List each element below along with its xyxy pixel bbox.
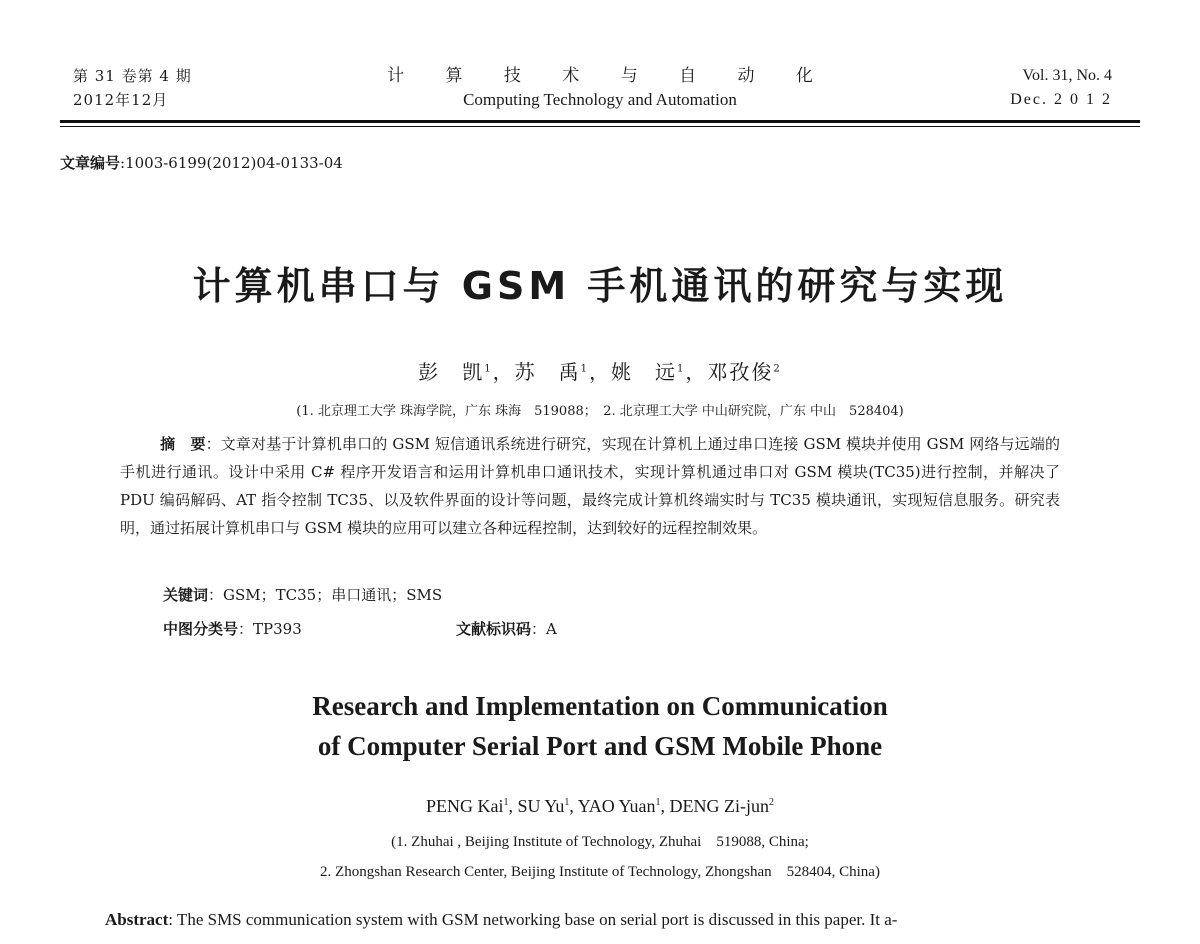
classification-value: ：TP393 [238,620,302,638]
journal-name-en: Computing Technology and Automation [463,90,737,109]
author-en-4: DENG Zi-jun$^2$ [669,796,774,816]
document-code [456,618,557,639]
author-zh-3: 姚 远$^1$， [611,360,708,384]
volume-zh: 第 31 卷第 4 期 [73,67,192,85]
abstract-en-text: : The SMS communication system with GSM networking base on serial port is discussed in this paper. It a- [168,910,898,929]
title-en [0,686,1200,766]
date-en: Dec. 2 0 1 2 [1010,91,1112,108]
affiliation-en-2: 2. Zhongshan Research Center, Beijing Institute of Technology, Zhongshan 528404, China) [320,864,880,880]
author-en-3: YAO Yuan$^1$, [577,796,670,816]
article-number-label: 文章编号 [60,154,121,172]
abstract-zh-label: 摘 要 [160,435,206,453]
header-rule-thick [60,120,1140,123]
authors-zh [0,356,1200,385]
author-zh-2: 苏 禹$^1$， [514,360,611,384]
journal-issue-en [1010,64,1112,112]
keywords-label: 关键词 [163,586,209,604]
authors-en [0,796,1200,817]
date-zh: 2012年12月 [73,91,169,109]
keywords [163,584,442,605]
journal-name-zh: 计 算 技 术 与 自 动 化 [387,66,831,86]
title-zh: 计算机串口与 GSM 手机通讯的研究与实现 [192,264,1008,308]
article-number-value: :1003-6199(2012)04-0133-04 [120,154,343,172]
document-code-label: 文献标识码 [456,620,532,638]
abstract-en [105,910,897,930]
classification-number [163,618,302,639]
volume-en: Vol. 31, No. 4 [1022,67,1112,84]
title-en-line-2: of Computer Serial Port and GSM Mobile Phone [317,731,883,761]
header-rule-thin [60,126,1140,127]
affiliation-en-1: (1. Zhuhai , Beijing Institute of Technology, Zhuhai 519088, China; [391,834,809,850]
article-number [60,152,343,173]
author-zh-4: 邓孜俊$^2$ [707,360,782,384]
title-en-line-1: Research and Implementation on Communication [312,691,888,721]
author-en-1: PENG Kai$^1$, [425,796,518,816]
affiliations-zh: (1. 北京理工大学 珠海学院，广东 珠海 519088； 2. 北京理工大学 中山研究院，广东 中山 528404) [296,404,904,419]
abstract-zh [120,430,1060,542]
abstract-zh-text: ：文章对基于计算机串口的 GSM 短信通讯系统进行研究，实现在计算机上通过串口连接 GSM 模块并使用 GSM 网络与远端的手机进行通讯。设计中采用 C# 程序开发语言和运用计算机串口通讯技术，实现计算机通过串口对 GSM 模块(TC35)进行控制，并解决了 PDU 编码解码、AT 指令控制 TC35、以及软件界面的设计等问题，最终完成计算机终端实时与 TC35 模块通讯，实现短信息服务。研究表明，通过拓展计算机串口与 GSM 模块的应用可以建立各种远程控制，达到较好的远程控制效果。 [120,435,1060,537]
abstract-en-label: Abstract [105,910,169,929]
classification-label: 中图分类号 [163,620,239,638]
author-zh-1: 彭 凯$^1$， [418,360,515,384]
author-en-2: SU Yu$^1$, [517,796,578,816]
keywords-value: ：GSM；TC35；串口通讯；SMS [208,586,443,604]
document-code-value: ：A [531,620,557,638]
